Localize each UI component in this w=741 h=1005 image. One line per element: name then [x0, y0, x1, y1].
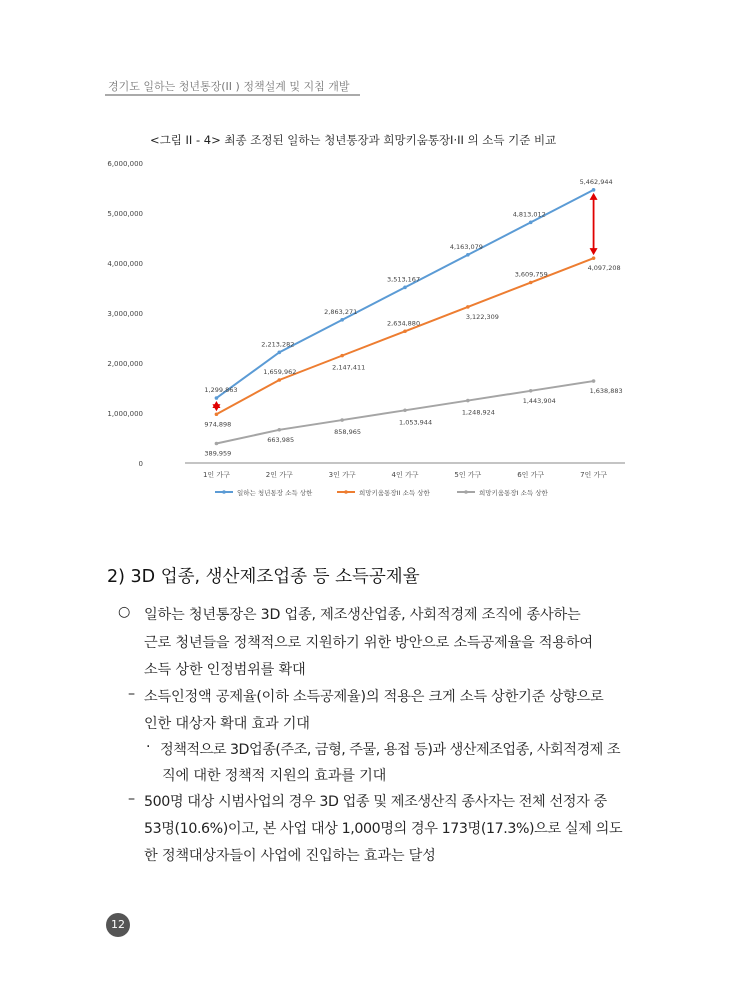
y-tick-label: 4,000,000 [107, 260, 143, 268]
data-point [592, 188, 596, 192]
data-label: 663,985 [267, 435, 295, 444]
paragraph-bullet: – [128, 791, 136, 807]
paragraph-bullet: – [128, 686, 136, 702]
y-tick-label: 2,000,000 [107, 360, 143, 368]
income-comparison-chart [105, 155, 635, 505]
data-point [403, 329, 407, 333]
data-point [277, 351, 281, 355]
x-tick-label: 3인 가구 [328, 471, 356, 479]
x-tick-label: 1인 가구 [202, 471, 230, 479]
x-tick-label: 6인 가구 [517, 471, 545, 479]
data-point [529, 281, 533, 285]
data-label: 2,147,411 [332, 363, 366, 372]
series-line [216, 381, 593, 443]
series-line [216, 190, 593, 398]
paragraph-line: 500명 대상 시범사업의 경우 3D 업종 및 제조생산직 종사자는 전체 선정자 중 [144, 794, 607, 810]
y-tick-label: 5,000,000 [107, 210, 143, 218]
x-tick-label: 4인 가구 [391, 471, 419, 479]
data-point [215, 412, 219, 416]
paragraph-line: 53명(10.6%)이고, 본 사업 대상 1,000명의 경우 173명(17.3%)으로 실제 의도 [144, 821, 623, 837]
data-label: 2,634,880 [387, 319, 421, 328]
legend-marker [222, 490, 226, 494]
data-point [277, 378, 281, 382]
y-tick-label: 1,000,000 [107, 410, 143, 418]
running-header: 경기도 일하는 청년통장(II ) 정책설계 및 지침 개발 [108, 80, 350, 93]
data-point [277, 428, 281, 432]
figure-caption: <그림 II - 4> 최종 조정된 일하는 청년통장과 희망키움통장I·II 의 소득 기준 비교 [150, 133, 557, 147]
data-point [340, 418, 344, 422]
paragraph-bullet: · [146, 739, 151, 755]
legend-label: 희망키움통장II 소득 상한 [359, 489, 430, 497]
paragraph-line: 소득인정액 공제율(이하 소득공제율)의 적용은 크게 소득 상한기준 상향으로 [144, 689, 604, 705]
legend-label: 일하는 청년통장 소득 상한 [237, 489, 313, 497]
data-point [466, 253, 470, 257]
page-number: 12 [106, 913, 130, 937]
paragraph-line: 정책적으로 3D업종(주조, 금형, 주물, 용접 등)과 생산제조업종, 사회적경제 조 [160, 742, 621, 758]
paragraph-line: 근로 청년들을 정책적으로 지원하기 위한 방안으로 소득공제율을 적용하여 [144, 635, 593, 651]
legend-marker [344, 490, 348, 494]
data-label: 3,609,759 [514, 270, 548, 279]
y-tick-label: 3,000,000 [107, 310, 143, 318]
data-label: 1,659,962 [263, 368, 297, 377]
data-label: 1,638,883 [589, 387, 623, 396]
y-tick-label: 6,000,000 [107, 160, 143, 168]
data-label: 1,248,924 [461, 408, 495, 417]
data-label: 389,959 [204, 449, 232, 458]
header-rule [105, 94, 360, 96]
paragraph-line: 일하는 청년통장은 3D 업종, 제조생산업종, 사회적경제 조직에 종사하는 [144, 607, 581, 623]
legend-label: 희망키움통장I 소득 상한 [479, 489, 548, 497]
paragraph-line: 인한 대상자 확대 효과 기대 [144, 716, 310, 732]
data-label: 3,122,309 [465, 312, 499, 321]
data-label: 4,097,208 [587, 264, 621, 273]
data-point [529, 389, 533, 393]
arrow-head-icon [590, 193, 598, 200]
section-title: 2) 3D 업종, 생산제조업종 등 소득공제율 [107, 567, 420, 587]
x-tick-label: 5인 가구 [454, 471, 482, 479]
data-point [592, 379, 596, 383]
data-point [592, 256, 596, 260]
data-label: 2,863,271 [324, 307, 358, 316]
paragraph-line: 소득 상한 인정범위를 확대 [144, 662, 306, 678]
data-label: 4,813,012 [512, 210, 546, 219]
data-label: 4,163,079 [449, 242, 483, 251]
data-label: 2,213,282 [261, 340, 295, 349]
data-point [466, 305, 470, 309]
data-label: 1,299,863 [204, 386, 238, 395]
paragraph-line: 직에 대한 정책적 지원의 효과를 기대 [162, 768, 387, 784]
data-point [403, 409, 407, 413]
y-tick-label: 0 [138, 460, 143, 468]
data-point [340, 318, 344, 322]
paragraph-line: 한 정책대상자들이 사업에 진입하는 효과는 달성 [144, 848, 436, 864]
data-point [403, 286, 407, 290]
data-label: 858,965 [334, 428, 362, 437]
data-label: 974,898 [204, 420, 232, 429]
data-label: 3,513,167 [387, 275, 421, 284]
x-tick-label: 2인 가구 [265, 471, 293, 479]
data-label: 5,462,944 [579, 177, 613, 186]
paragraph-bullet: ○ [118, 604, 131, 620]
data-label: 1,443,904 [522, 396, 556, 405]
data-point [215, 442, 219, 446]
data-point [340, 354, 344, 358]
legend-marker [464, 490, 468, 494]
x-tick-label: 7인 가구 [580, 471, 608, 479]
data-point [529, 221, 533, 225]
arrow-head-icon [590, 248, 598, 255]
data-point [215, 396, 219, 400]
data-point [466, 399, 470, 403]
data-label: 1,053,944 [399, 418, 433, 427]
